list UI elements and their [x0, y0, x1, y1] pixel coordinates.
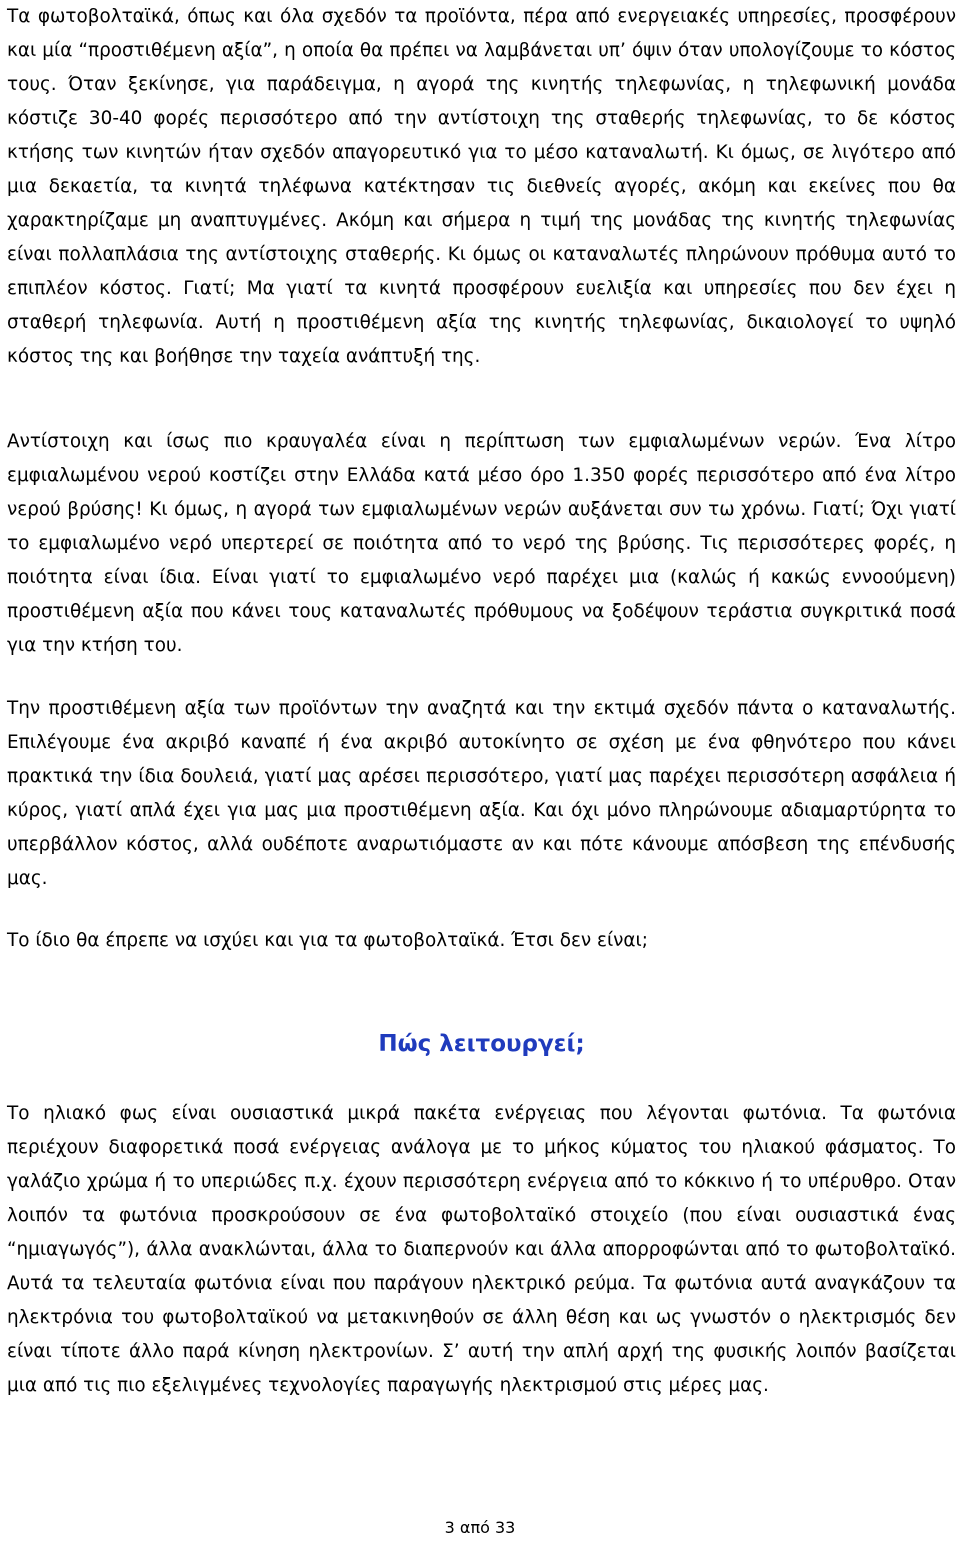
paragraph-photovoltaics-question: Το ίδιο θα έπρεπε να ισχύει και για τα φωτοβολταϊκά. Έτσι δεν είναι; — [7, 930, 648, 951]
section-heading: Πώς λειτουργεί; — [378, 1031, 585, 1057]
page-number: 3 από 33 — [444, 1518, 516, 1537]
paragraph-how-it-works: Το ηλιακό φως είναι ουσιαστικά μικρά πακέτα ενέργειας που λέγονται φωτόνια. Τα φωτόνια περιέχουν διαφορετικά ποσά ενέργειας ανάλογα με το μήκος κύματος του ηλιακού φάσματος. Το γαλάζιο χρώμα ή το υπεριώδες π.χ. έχουν περισσότερη ενέργεια από το κόκκινο ή το υπέρυθρο. Οταν λοιπόν τα φωτόνια προσκρούσουν σε ένα φωτοβολταϊκό στοιχείο (που είναι ουσιαστικά ένας “ημιαγωγός”), άλλα ανακλώνται, άλλα το διαπερνούν και άλλα απορροφώνται από το φωτοβολταϊκό. Αυτά τα τελευταία φωτόνια είναι που παράγουν ηλεκτρικό ρεύμα. Τα φωτόνια αυτά αναγκάζουν τα ηλεκτρόνια του φωτοβολταϊκού να μετακινηθούν σε άλλη θέση και ως γνωστόν ο ηλεκτρισμός δεν είναι τίποτε άλλο παρά κίνηση ηλεκτρονίων. Σ’ αυτή την απλή αρχή της φυσικής λοιπόν βασίζεται μια από τις πιο εξελιγμένες τεχνολογίες παραγωγής ηλεκτρισμού στις μέρες μας. — [7, 1103, 956, 1396]
paragraph-added-value: Τα φωτοβολταϊκά, όπως και όλα σχεδόν τα προϊόντα, πέρα από ενεργειακές υπηρεσίες, προσφέρουν και μία “προστιθέμενη αξία”, η οποία θα πρέπει να λαμβάνεται υπ’ όψιν όταν υπολογίζουμε το κόστος τους. Όταν ξεκίνησε, για παράδειγμα, η αγορά της κινητής τηλεφωνίας, η τηλεφωνική μονάδα κόστιζε 30-40 φορές περισσότερο από την αντίστοιχη της σταθερής τηλεφωνίας, το δε κόστος κτήσης των κινητών ήταν σχεδόν απαγορευτικό για το μέσο καταναλωτή. Κι όμως, σε λιγότερο από μια δεκαετία, τα κινητά τηλέφωνα κατέκτησαν τις διεθνείς αγορές, ακόμη και εκείνες που θα χαρακτηρίζαμε μη αναπτυγμένες. Ακόμη και σήμερα η τιμή της μονάδας της κινητής τηλεφωνίας είναι πολλαπλάσια της αντίστοιχης σταθερής. Κι όμως οι καταναλωτές πληρώνουν πρόθυμα αυτό το επιπλέον κόστος. Γιατί; Μα γιατί τα κινητά προσφέρουν ευελιξία και υπηρεσίες που δεν έχει η σταθερή τηλεφωνία. Αυτή η προστιθέμενη αξία της κινητής τηλεφωνίας, δικαιολογεί το υψηλό κόστος της και βοήθησε την ταχεία ανάπτυξή της. — [7, 6, 956, 367]
paragraph-consumer-value: Την προστιθέμενη αξία των προϊόντων την αναζητά και την εκτιμά σχεδόν πάντα ο καταναλωτής. Επιλέγουμε ένα ακριβό καναπέ ή ένα ακριβό αυτοκίνητο σε σχέση με ένα φθηνότερο που κάνει πρακτικά την ίδια δουλειά, γιατί μας αρέσει περισσότερο, γιατί μας παρέχει περισσότερη ασφάλεια ή κύρος, γιατί απλά έχει για μας μια προστιθέμενη αξία. Και όχι μόνο πληρώνουμε αδιαμαρτύρητα το υπερβάλλον κόστος, αλλά ουδέποτε αναρωτιόμαστε αν και πότε κάνουμε απόσβεση της επένδυσής μας. — [7, 698, 956, 889]
paragraph-bottled-water: Αντίστοιχη και ίσως πιο κραυγαλέα είναι η περίπτωση των εμφιαλωμένων νερών. Ένα λίτρο εμφιαλωμένου νερού κοστίζει στην Ελλάδα κατά μέσο όρο 1.350 φορές περισσότερο από ένα λίτρο νερού βρύσης! Κι όμως, η αγορά των εμφιαλωμένων νερών αυξάνεται συν τω χρόνω. Γιατί; Όχι γιατί το εμφιαλωμένο νερό υπερτερεί σε ποιότητα από το νερό της βρύσης. Τις περισσότερες φορές, η ποιότητα είναι ίδια. Είναι γιατί το εμφιαλωμένο νερό παρέχει μια (καλώς ή κακώς εννοούμενη) προστιθέμενη αξία που κάνει τους καταναλωτές πρόθυμους να ξοδέψουν τεράστια συγκριτικά ποσά για την κτήση του. — [7, 431, 956, 656]
